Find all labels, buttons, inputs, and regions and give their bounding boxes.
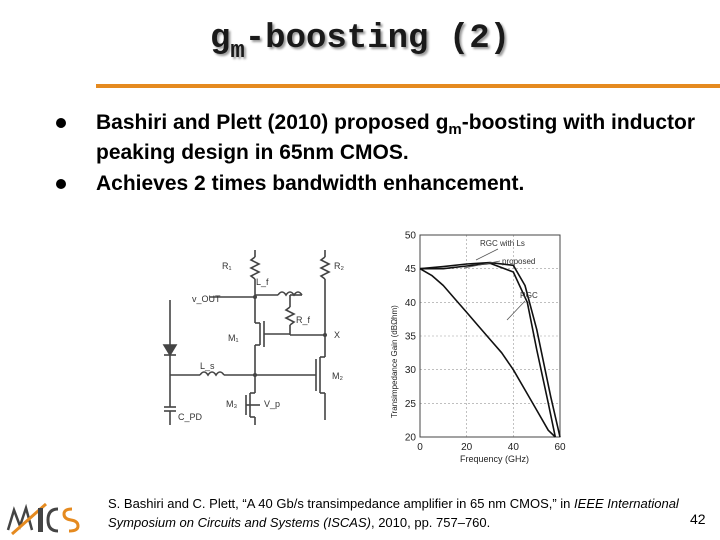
bullet-dot-icon bbox=[56, 118, 66, 128]
chart-ytick-label: 40 bbox=[404, 297, 416, 309]
chart-ytick-label: 25 bbox=[404, 398, 416, 410]
circuit-label-x: X bbox=[334, 330, 341, 340]
title-subscript: m bbox=[230, 38, 245, 65]
circuit-label-cpd: C_PD bbox=[178, 412, 203, 422]
page-number: 42 bbox=[690, 511, 706, 527]
circuit-label-vp: V_p bbox=[264, 399, 281, 409]
bullet-text-1: Bashiri and Plett (2010) proposed $g_m$-boosting with inductor peaking design in 65nm CMOS. bbox=[96, 111, 696, 164]
chart-ytick-label: 45 bbox=[404, 264, 416, 276]
chart-annotation-rgc: RGC bbox=[520, 291, 538, 300]
circuit-label-m1: M₁ bbox=[228, 333, 239, 343]
title-rule bbox=[96, 84, 720, 88]
circuit-label-m3: M₃ bbox=[226, 399, 238, 409]
chart-ylabel: Transimpedance Gain (dBΩhm) bbox=[390, 305, 399, 418]
chart-series-proposed bbox=[420, 263, 560, 437]
chart-xtick-label: 0 bbox=[417, 442, 423, 453]
citation: S. Bashiri and C. Plett, “A 40 Gb/s transimpedance amplifier in 65 nm CMOS,” in IEEE International Symposium on Circuits and Systems (ISCAS), 2010, pp. 757–760. bbox=[108, 496, 679, 530]
chart-xtick-label: 20 bbox=[461, 442, 473, 453]
bullet-dot-icon bbox=[56, 179, 66, 189]
circuit-label-r1: R₁ bbox=[222, 261, 232, 271]
chart-xtick-label: 60 bbox=[554, 442, 566, 453]
chart-xlabel: Frequency (GHz) bbox=[460, 454, 530, 464]
slide-title: $g_m$-boosting (2) bbox=[209, 20, 511, 65]
circuit-label-ls: L_s bbox=[200, 361, 215, 371]
chart-annotation-proposed: proposed bbox=[502, 257, 536, 266]
circuit-label-vout: v_OUT bbox=[192, 294, 221, 304]
chart-annotation-rgc-ls: RGC with Ls bbox=[480, 239, 525, 248]
chart-ytick-label: 35 bbox=[404, 331, 416, 343]
circuit-label-lf: L_f bbox=[256, 277, 269, 287]
mics-logo-icon bbox=[6, 500, 86, 536]
circuit-label-m2: M₂ bbox=[332, 371, 343, 381]
chart-ytick-label: 20 bbox=[404, 432, 416, 444]
chart-ytick-label: 30 bbox=[404, 365, 416, 377]
circuit-label-r2: R₂ bbox=[334, 261, 344, 271]
chart-xtick-label: 40 bbox=[507, 442, 519, 453]
chart-ytick-label: 50 bbox=[404, 230, 416, 242]
bullet-text-2: Achieves 2 times bandwidth enhancement. bbox=[96, 172, 525, 195]
circuit-schematic bbox=[160, 245, 365, 430]
gain-frequency-chart bbox=[380, 228, 580, 468]
circuit-label-rf: R_f bbox=[296, 315, 311, 325]
chart-series-rgc-ls bbox=[420, 263, 555, 437]
